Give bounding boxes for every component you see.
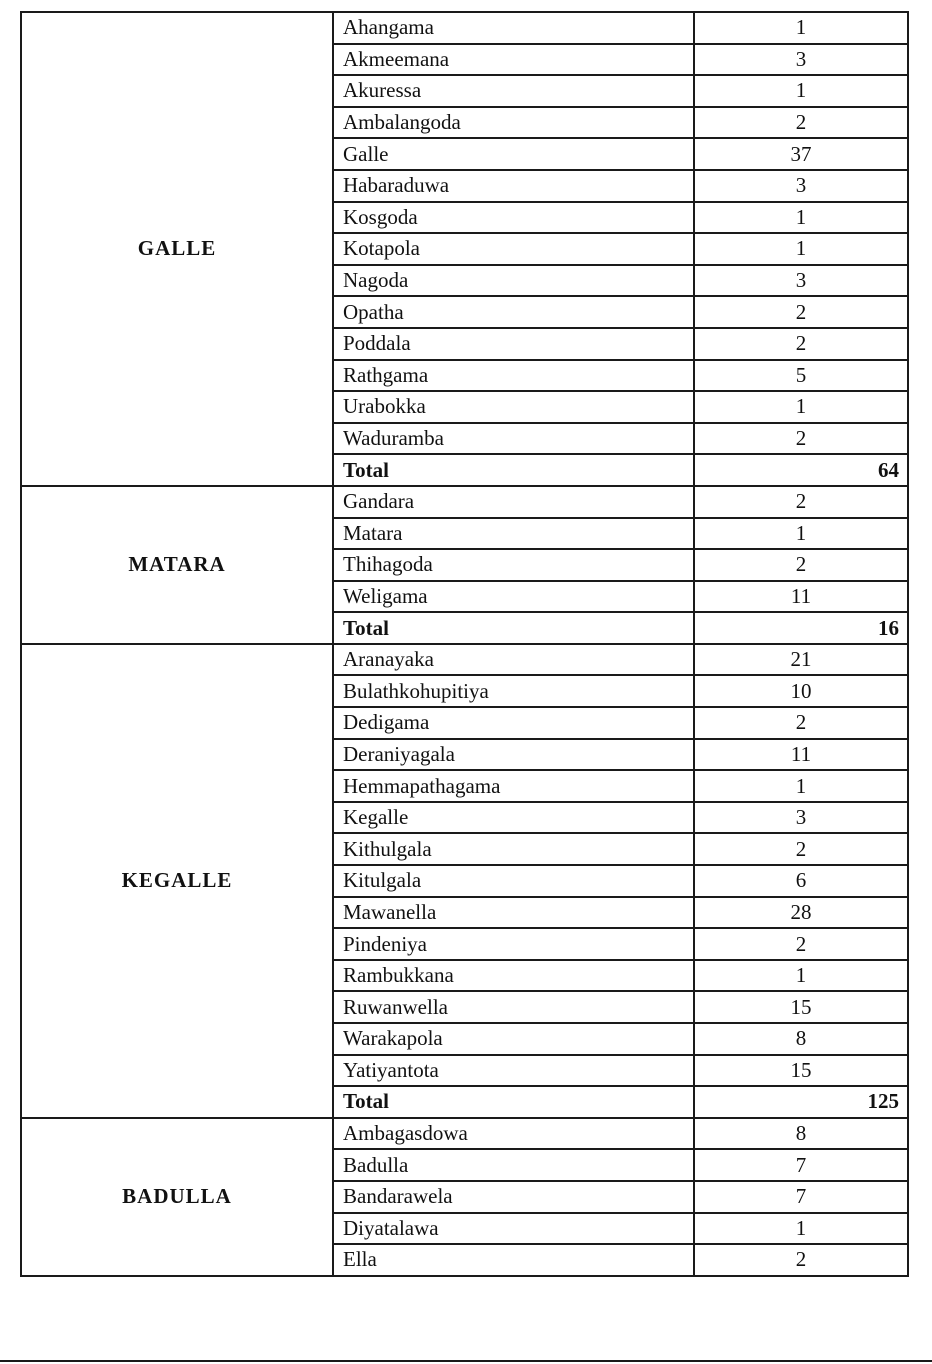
district-name: KEGALLE <box>21 644 333 1118</box>
place-count: 1 <box>694 391 908 423</box>
place-name: Gandara <box>333 486 694 518</box>
place-count: 7 <box>694 1181 908 1213</box>
total-value: 16 <box>694 612 908 644</box>
total-label: Total <box>333 1086 694 1118</box>
place-name: Bandarawela <box>333 1181 694 1213</box>
place-count: 3 <box>694 44 908 76</box>
total-value: 64 <box>694 454 908 486</box>
district-count-table <box>20 11 909 1277</box>
place-count: 1 <box>694 960 908 992</box>
total-value: 125 <box>694 1086 908 1118</box>
place-name: Ahangama <box>333 12 694 44</box>
place-name: Waduramba <box>333 423 694 455</box>
place-count: 8 <box>694 1023 908 1055</box>
bottom-rule <box>0 1360 932 1362</box>
place-name: Kotapola <box>333 233 694 265</box>
place-count: 8 <box>694 1118 908 1150</box>
table-row <box>21 486 908 518</box>
place-name: Dedigama <box>333 707 694 739</box>
place-name: Matara <box>333 518 694 550</box>
place-count: 6 <box>694 865 908 897</box>
place-name: Habaraduwa <box>333 170 694 202</box>
place-count: 15 <box>694 1055 908 1087</box>
place-name: Kosgoda <box>333 202 694 234</box>
place-count: 2 <box>694 328 908 360</box>
district-table-page <box>20 11 907 1277</box>
place-name: Akmeemana <box>333 44 694 76</box>
place-count: 37 <box>694 138 908 170</box>
place-count: 7 <box>694 1149 908 1181</box>
place-count: 2 <box>694 928 908 960</box>
place-count: 1 <box>694 770 908 802</box>
place-count: 5 <box>694 360 908 392</box>
place-name: Hemmapathagama <box>333 770 694 802</box>
table-body <box>21 12 908 1276</box>
place-name: Opatha <box>333 296 694 328</box>
table-row <box>21 644 908 676</box>
place-count: 21 <box>694 644 908 676</box>
total-label: Total <box>333 612 694 644</box>
place-count: 1 <box>694 518 908 550</box>
place-name: Kitulgala <box>333 865 694 897</box>
place-count: 2 <box>694 296 908 328</box>
total-label: Total <box>333 454 694 486</box>
place-count: 2 <box>694 107 908 139</box>
place-count: 1 <box>694 12 908 44</box>
place-count: 3 <box>694 802 908 834</box>
place-name: Ambalangoda <box>333 107 694 139</box>
place-name: Galle <box>333 138 694 170</box>
place-name: Pindeniya <box>333 928 694 960</box>
table-row <box>21 12 908 44</box>
place-name: Warakapola <box>333 1023 694 1055</box>
place-count: 1 <box>694 1213 908 1245</box>
place-name: Diyatalawa <box>333 1213 694 1245</box>
district-name: BADULLA <box>21 1118 333 1276</box>
place-name: Thihagoda <box>333 549 694 581</box>
place-name: Aranayaka <box>333 644 694 676</box>
place-name: Nagoda <box>333 265 694 297</box>
place-name: Poddala <box>333 328 694 360</box>
place-count: 2 <box>694 549 908 581</box>
place-name: Urabokka <box>333 391 694 423</box>
place-name: Rathgama <box>333 360 694 392</box>
place-count: 11 <box>694 581 908 613</box>
place-count: 1 <box>694 233 908 265</box>
place-name: Deraniyagala <box>333 739 694 771</box>
place-name: Kegalle <box>333 802 694 834</box>
place-name: Akuressa <box>333 75 694 107</box>
place-count: 1 <box>694 202 908 234</box>
place-count: 2 <box>694 707 908 739</box>
table-row <box>21 1118 908 1150</box>
place-count: 15 <box>694 991 908 1023</box>
place-count: 3 <box>694 170 908 202</box>
place-count: 11 <box>694 739 908 771</box>
place-name: Badulla <box>333 1149 694 1181</box>
place-name: Ella <box>333 1244 694 1276</box>
place-name: Bulathkohupitiya <box>333 675 694 707</box>
place-count: 28 <box>694 897 908 929</box>
place-count: 10 <box>694 675 908 707</box>
place-count: 3 <box>694 265 908 297</box>
district-name: MATARA <box>21 486 333 644</box>
place-name: Mawanella <box>333 897 694 929</box>
place-count: 2 <box>694 423 908 455</box>
place-count: 1 <box>694 75 908 107</box>
place-name: Ruwanwella <box>333 991 694 1023</box>
place-name: Rambukkana <box>333 960 694 992</box>
place-name: Yatiyantota <box>333 1055 694 1087</box>
place-count: 2 <box>694 1244 908 1276</box>
place-count: 2 <box>694 833 908 865</box>
place-name: Kithulgala <box>333 833 694 865</box>
place-name: Weligama <box>333 581 694 613</box>
place-count: 2 <box>694 486 908 518</box>
district-name: GALLE <box>21 12 333 486</box>
place-name: Ambagasdowa <box>333 1118 694 1150</box>
